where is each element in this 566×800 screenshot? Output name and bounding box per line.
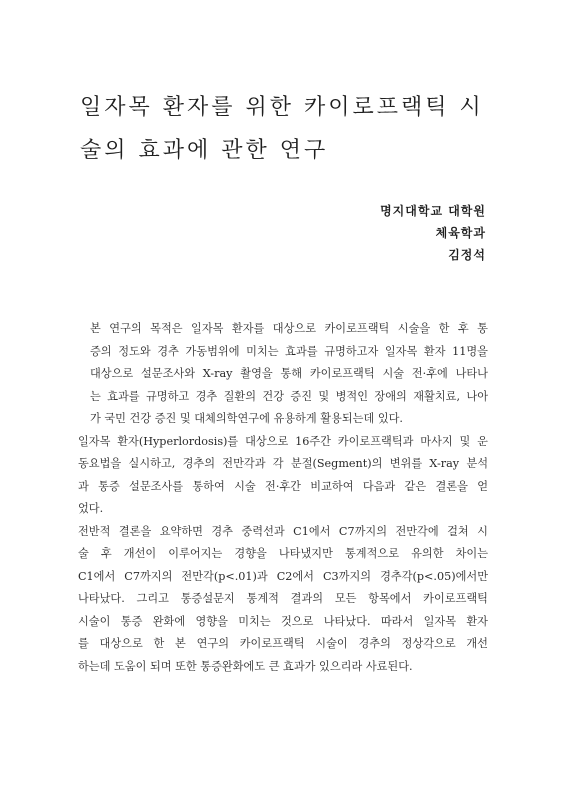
title-line-1: 일자목 환자를 위한 카이로프랙틱 시 (80, 95, 484, 120)
department-name: 체육학과 (435, 226, 486, 240)
text-line: 었다. (78, 502, 104, 515)
text-line: 일자목 환자(Hyperlordosis)를 대상으로 16주간 카이로프랙틱과 마사지 및 운 (78, 434, 488, 448)
title-line-2: 술의 효과에 관한 연구 (80, 138, 329, 163)
abstract-paragraph-2 (78, 431, 488, 521)
author-name: 김정석 (448, 248, 486, 262)
author-byline (380, 200, 486, 266)
text-line: 증의 정도와 경추 가동범위에 미치는 효과를 규명하고자 일자목 환자 11명을 (90, 344, 488, 358)
text-line: 대상으로 설문조사와 X-ray 촬영을 통해 카이로프랙틱 시술 전·후에 나타나 (90, 367, 488, 380)
abstract-paragraph-3 (78, 521, 488, 679)
abstract-body (78, 318, 488, 678)
university-name: 명지대학교 대학원 (380, 204, 486, 218)
text-line: 동요법을 실시하고, 경추의 전만각과 각 분절(Segment)의 변위를 X-ray 분석 (78, 457, 488, 470)
text-line: C1에서 C7까지의 전만각(p<.01)과 C2에서 C3까지의 경추각(p<.05)에서만 (78, 569, 488, 583)
text-line: 시술이 통증 완화에 영향을 미치는 것으로 나타났다. 따라서 일자목 환자 (78, 614, 488, 628)
text-line: 과 통증 설문조사를 통하여 시술 전·후간 비교하여 다음과 같은 결론을 얻 (78, 479, 488, 493)
text-line: 술 후 개선이 이루어지는 경향을 나타냈지만 통계적으로 유의한 차이는 (78, 547, 488, 560)
text-line: 전반적 결론을 요약하면 경추 중력선과 C1에서 C7까지의 전만각에 걸쳐 시 (78, 524, 488, 538)
abstract-paragraph-1 (78, 318, 488, 431)
text-line: 는 효과를 규명하고 경추 질환의 건강 증진 및 병적인 장애의 재활치료, 나아 (90, 389, 488, 403)
text-line: 가 국민 건강 증진 및 대체의학연구에 유용하게 활용되는데 있다. (90, 412, 403, 425)
text-line: 하는데 도움이 되며 또한 통증완화에도 큰 효과가 있으리라 사료된다. (78, 659, 413, 673)
text-line: 본 연구의 목적은 일자목 환자를 대상으로 카이로프랙틱 시술을 한 후 통 (90, 322, 488, 335)
paper-title (80, 86, 500, 172)
text-line: 나타났다. 그리고 통증설문지 통계적 결과의 모든 항목에서 카이로프랙틱 (78, 592, 488, 605)
text-line: 를 대상으로 한 본 연구의 카이로프랙틱 시술이 경추의 정상각으로 개선 (78, 637, 488, 650)
